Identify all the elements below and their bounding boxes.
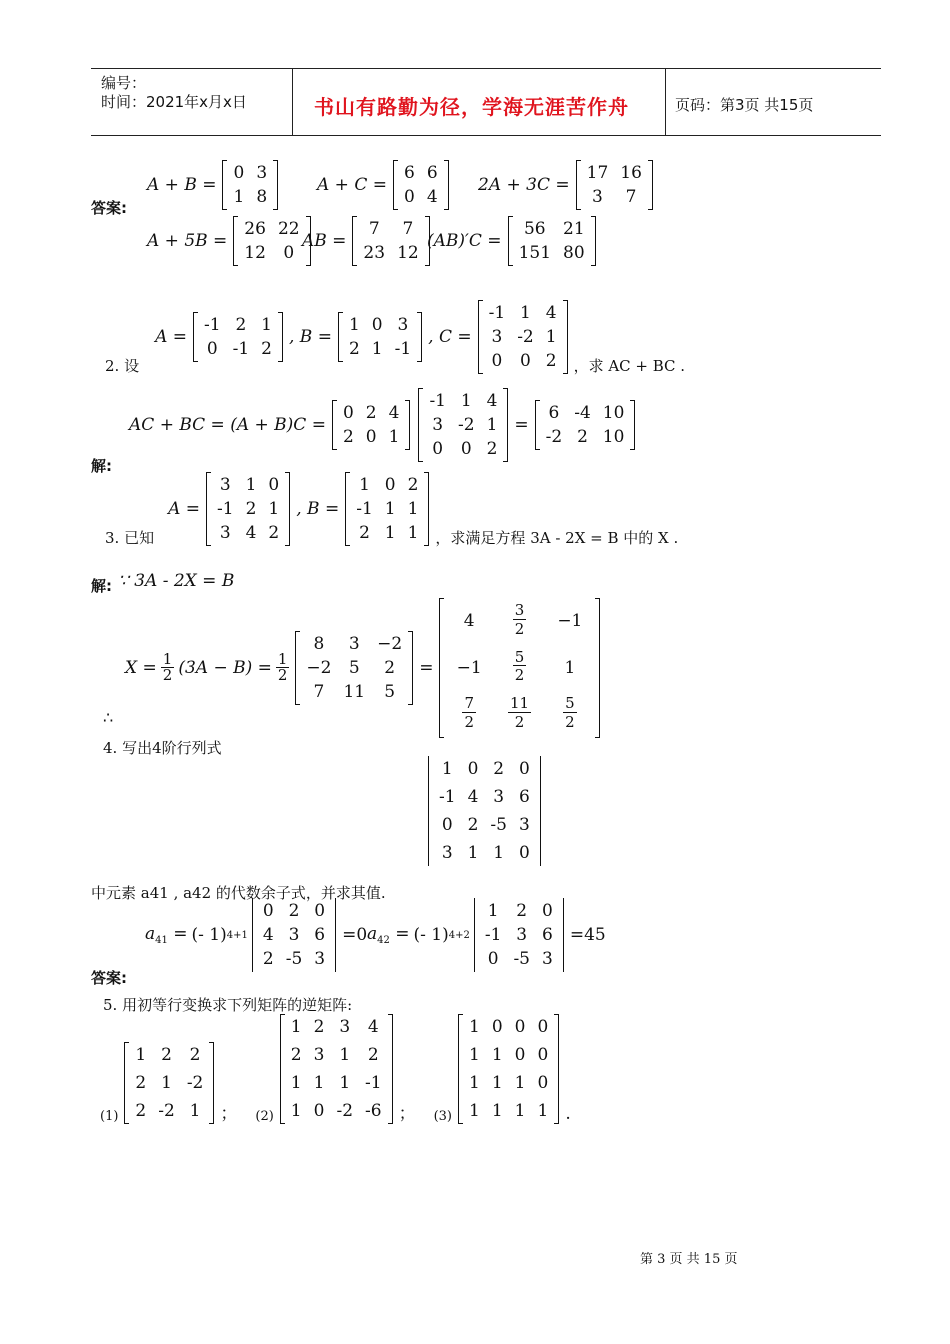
- q2-solution-lhs: AC + BC = (A + B)C =: [129, 415, 326, 435]
- matrix-cell: 3: [348, 633, 360, 654]
- q1-eq6-matrix: [508, 216, 596, 266]
- q3-prefix: 3. 已知: [105, 529, 155, 547]
- matrix-cell: $\frac{3}{2}$: [514, 601, 525, 638]
- matrix-cell: -1: [439, 787, 456, 807]
- matrix-cell: 0: [537, 1017, 549, 1037]
- matrix-cell: 10: [602, 403, 625, 423]
- q3-because: ∵ 3A - 2X = B: [118, 571, 235, 591]
- matrix-cell: 1: [161, 1073, 172, 1093]
- matrix-cell: -1: [232, 339, 250, 359]
- q3-b-lhs: , B =: [296, 499, 340, 519]
- matrix-cell: 1: [469, 1073, 480, 1093]
- matrix-cell: 4: [463, 611, 475, 632]
- q4-title: 4. 写出4阶行列式: [103, 739, 222, 757]
- matrix-cell: 5: [348, 657, 360, 678]
- matrix-cell: 0: [542, 901, 553, 921]
- matrix-cell: 2: [342, 427, 354, 447]
- q1-eq5-matrix: [352, 216, 429, 266]
- matrix-cell: 5: [384, 681, 396, 702]
- matrix-cell: 10: [602, 427, 625, 447]
- matrix-cell: 1: [545, 327, 557, 347]
- q2-prefix: 2. 设: [105, 357, 140, 375]
- q5-label-1: (1): [100, 1109, 119, 1124]
- q4-determinant: [424, 756, 545, 866]
- matrix-cell: 2: [135, 1073, 147, 1093]
- q2-solution-matrix-1: [332, 400, 410, 450]
- q5-end: .: [565, 1104, 571, 1124]
- q5-sep-1: ；: [220, 1104, 238, 1124]
- matrix-cell: 1: [384, 523, 396, 543]
- matrix-cell: 7: [368, 219, 380, 239]
- header-top-rule: [91, 68, 881, 69]
- matrix-cell: 6: [542, 925, 553, 945]
- q3-x-mid: (3A − B) =: [178, 657, 272, 678]
- matrix-cell: 1: [189, 1101, 201, 1121]
- q3-matrix-a: [206, 472, 290, 546]
- matrix-cell: 6: [548, 403, 560, 423]
- matrix-cell: 1: [469, 1101, 480, 1121]
- matrix-cell: $\frac{11}{2}$: [509, 694, 530, 731]
- matrix-cell: 2: [261, 339, 272, 359]
- matrix-cell: $\frac{5}{2}$: [514, 647, 525, 685]
- matrix-cell: 4: [426, 187, 438, 207]
- matrix-cell: 2: [268, 523, 280, 543]
- matrix-cell: 3: [313, 1045, 325, 1065]
- matrix-cell: 6: [314, 925, 326, 945]
- q4-a41-value: =0: [342, 925, 368, 945]
- matrix-cell: -1: [429, 391, 446, 411]
- matrix-cell: 1: [233, 187, 245, 207]
- matrix-cell: 2: [516, 901, 528, 921]
- matrix-cell: 3: [518, 815, 530, 835]
- header-divider-1: [292, 68, 293, 136]
- matrix-cell: 0: [467, 759, 479, 779]
- matrix-cell: 3: [542, 949, 553, 969]
- page-footer: 第 3 页 共 15 页: [640, 1252, 738, 1267]
- matrix-cell: 56: [523, 219, 546, 239]
- matrix-cell: 4: [367, 1017, 379, 1037]
- matrix-cell: 1: [491, 1101, 503, 1121]
- q4-a42-exp: 4+2: [448, 929, 470, 941]
- header-page-label: 页码：第3页 共15页: [675, 96, 814, 114]
- matrix-cell: 1: [290, 1073, 302, 1093]
- q4-answer-label: 答案:: [91, 969, 127, 987]
- matrix-cell: -1: [484, 925, 502, 945]
- matrix-cell: 1: [469, 1045, 480, 1065]
- matrix-cell: 3: [592, 187, 603, 207]
- matrix-cell: 1: [469, 1017, 480, 1037]
- matrix-cell: 1: [290, 1017, 302, 1037]
- matrix-cell: 8: [313, 633, 325, 654]
- matrix-cell: 0: [491, 351, 503, 371]
- matrix-cell: 2: [245, 499, 257, 519]
- matrix-cell: -1: [394, 339, 412, 359]
- q2-c-lhs: , C =: [428, 327, 472, 347]
- matrix-cell: 0: [233, 163, 245, 183]
- matrix-cell: 0: [460, 439, 472, 459]
- q3-half-num-2: 1: [277, 649, 288, 668]
- matrix-cell: 0: [514, 1045, 526, 1065]
- matrix-cell: 2: [407, 475, 419, 495]
- q4-a42-sign: (- 1): [413, 925, 449, 945]
- matrix-cell: 2: [359, 523, 370, 543]
- q2-solution: [127, 388, 639, 462]
- matrix-cell: 80: [563, 243, 585, 263]
- matrix-cell: 1: [514, 1073, 526, 1093]
- matrix-cell: 1: [514, 1101, 526, 1121]
- q2-statement: [103, 300, 687, 378]
- matrix-cell: 21: [563, 219, 585, 239]
- q1-eq2: [315, 160, 453, 210]
- matrix-cell: 3: [256, 163, 268, 183]
- q5-matrix-2: [280, 1014, 393, 1124]
- matrix-cell: 26: [244, 219, 266, 239]
- q4-a42-value: =45: [569, 925, 606, 945]
- matrix-cell: 23: [363, 243, 386, 263]
- matrix-cell: −1: [557, 611, 583, 632]
- q4-a41-det: [252, 898, 336, 972]
- header-motto: 书山有路勤为径，学海无涯苦作舟: [314, 95, 629, 119]
- header-time-label: 时间：2021年x月x日: [101, 93, 247, 111]
- matrix-cell: 0: [491, 1017, 503, 1037]
- matrix-cell: 0: [518, 843, 530, 863]
- q5-matrix-1: [124, 1042, 214, 1124]
- q3-half-den: 2: [162, 666, 173, 685]
- matrix-cell: 1: [487, 901, 499, 921]
- matrix-cell: 2: [493, 759, 505, 779]
- q1-answer-label: 答案:: [91, 199, 127, 217]
- q3-half-fraction-2: [276, 649, 290, 685]
- matrix-cell: 0: [206, 339, 218, 359]
- q1-eq3-lhs: 2A + 3C =: [478, 175, 570, 195]
- matrix-cell: 3: [516, 925, 528, 945]
- matrix-cell: 0: [518, 759, 530, 779]
- matrix-cell: 1: [290, 1101, 302, 1121]
- matrix-cell: 12: [397, 243, 419, 263]
- matrix-cell: 2: [135, 1101, 147, 1121]
- matrix-cell: 2: [545, 351, 557, 371]
- matrix-cell: 3: [219, 475, 231, 495]
- matrix-cell: -2: [458, 415, 475, 435]
- matrix-cell: -1: [488, 303, 506, 323]
- header-bottom-rule: [91, 135, 881, 136]
- matrix-cell: 1: [261, 315, 272, 335]
- header-divider-2: [665, 68, 666, 136]
- matrix-cell: 2: [365, 403, 377, 423]
- matrix-cell: 1: [486, 415, 498, 435]
- matrix-cell: -4: [574, 403, 591, 423]
- q2-solution-equals: =: [514, 415, 529, 435]
- matrix-cell: 1: [493, 843, 505, 863]
- matrix-cell: -2: [158, 1101, 175, 1121]
- matrix-cell: -5: [513, 949, 530, 969]
- matrix-cell: -1: [204, 315, 221, 335]
- q4-a41-cofactor: $a_{41}$ = (- 1) 4+1 0 2 0 4 3 6 2 -5 3 =0: [143, 898, 369, 972]
- q5-matrix-3: [458, 1014, 559, 1124]
- matrix-cell: 3: [493, 787, 505, 807]
- matrix-cell: 1: [407, 523, 419, 543]
- q3-matrix-3a-minus-b: [295, 631, 413, 705]
- q2-matrix-a: [193, 312, 283, 362]
- q1-eq3: [476, 160, 657, 210]
- matrix-cell: 17: [586, 163, 609, 183]
- matrix-cell: 3: [314, 949, 326, 969]
- matrix-cell: 7: [402, 219, 414, 239]
- matrix-cell: 2: [486, 439, 498, 459]
- matrix-cell: -2: [336, 1101, 354, 1121]
- matrix-cell: 0: [314, 901, 326, 921]
- q4-det-matrix: [428, 756, 541, 866]
- matrix-cell: 6: [426, 163, 438, 183]
- matrix-cell: 8: [256, 187, 268, 207]
- q3-half-num: 1: [162, 649, 173, 668]
- q2-a-lhs: A =: [155, 327, 188, 347]
- matrix-cell: 3: [491, 327, 503, 347]
- q2-solution-matrix-2: [418, 388, 508, 462]
- matrix-cell: 2: [189, 1045, 201, 1065]
- matrix-cell: −2: [306, 657, 332, 678]
- q3-a-lhs: A =: [168, 499, 201, 519]
- matrix-cell: 6: [518, 787, 530, 807]
- q1-eq2-matrix: [393, 160, 449, 210]
- matrix-cell: 3: [397, 315, 409, 335]
- matrix-cell: 0: [313, 1101, 325, 1121]
- matrix-cell: 1: [564, 657, 576, 678]
- matrix-cell: 3: [432, 415, 444, 435]
- matrix-cell: 1: [339, 1073, 351, 1093]
- matrix-cell: 2: [577, 427, 588, 447]
- q1-eq4: [145, 216, 315, 266]
- matrix-cell: −1: [456, 657, 482, 678]
- q1-eq6-lhs: (AB)′C =: [427, 231, 502, 251]
- matrix-cell: 2: [467, 815, 479, 835]
- matrix-cell: -5: [285, 949, 303, 969]
- matrix-cell: 4: [486, 391, 498, 411]
- matrix-cell: −2: [377, 633, 403, 654]
- q1-eq1-matrix: [222, 160, 278, 210]
- matrix-cell: 0: [365, 427, 377, 447]
- q4-a41-sign: (- 1): [191, 925, 227, 945]
- header-id-label: 编号：: [101, 74, 147, 92]
- matrix-cell: 2: [235, 315, 247, 335]
- matrix-cell: 0: [432, 439, 444, 459]
- matrix-cell: 2: [290, 1045, 302, 1065]
- q4-a42-det: [474, 898, 564, 972]
- matrix-cell: 1: [388, 427, 400, 447]
- matrix-cell: 0: [268, 475, 280, 495]
- q2-solution-matrix-3: [535, 400, 636, 450]
- matrix-cell: 3: [441, 843, 453, 863]
- matrix-cell: 0: [487, 949, 499, 969]
- matrix-cell: 4: [467, 787, 479, 807]
- q2-solution-label: 解:: [91, 457, 112, 475]
- matrix-cell: -2: [517, 327, 534, 347]
- q3-half-fraction: [161, 649, 175, 685]
- matrix-cell: -2: [545, 427, 563, 447]
- q1-eq3-matrix: [576, 160, 653, 210]
- q3-solution-label: 解:: [91, 577, 112, 595]
- matrix-cell: 1: [348, 315, 360, 335]
- q4-line: 中元素 a41 , a42 的代数余子式，并求其值.: [91, 884, 386, 902]
- matrix-cell: 2: [288, 901, 300, 921]
- q3-matrix-b: [345, 472, 429, 546]
- matrix-cell: 2: [348, 339, 360, 359]
- q1-eq4-matrix: [233, 216, 310, 266]
- q1-eq5-lhs: AB =: [302, 231, 347, 251]
- matrix-cell: 1: [339, 1045, 351, 1065]
- matrix-cell: 6: [403, 163, 415, 183]
- matrix-cell: 7: [625, 187, 637, 207]
- q4-a42-cofactor: $a_{42}$ = (- 1) 4+2 1 2 0 -1 3 6 0 -5 3 =45: [365, 898, 608, 972]
- q2-ask: ，求 AC + BC .: [573, 357, 686, 375]
- q3-half-den-2: 2: [277, 666, 288, 685]
- q5-matrices: [98, 1014, 573, 1124]
- matrix-cell: 1: [441, 759, 453, 779]
- matrix-cell: 2: [384, 657, 396, 678]
- q3-therefore: ∴: [103, 708, 114, 727]
- matrix-cell: 2: [262, 949, 274, 969]
- q1-eq4-lhs: A + 5B =: [147, 231, 228, 251]
- matrix-cell: 2: [313, 1017, 325, 1037]
- q3-ask: ，求满足方程 3A - 2X = B 中的 X .: [435, 529, 679, 547]
- matrix-cell: -2: [186, 1073, 204, 1093]
- matrix-cell: 0: [514, 1017, 526, 1037]
- q3-x-solution: X = $\frac{1}{2}$ (3A − B) = $\frac{1}{2}$ 8 3 −2 −2 5 2 7 11 5 = 4 $\frac{3}{2}$ −1 −1 $\frac{5}{2}$ 1 $\frac{7}{2}$ $\frac{11}{2}$ $\frac{5}{2}$: [123, 598, 604, 738]
- matrix-cell: 0: [384, 475, 396, 495]
- matrix-cell: $\frac{5}{2}$: [565, 694, 575, 731]
- matrix-cell: 4: [388, 403, 400, 423]
- matrix-cell: 0: [441, 815, 453, 835]
- matrix-cell: 1: [313, 1073, 325, 1093]
- matrix-cell: 2: [367, 1045, 379, 1065]
- matrix-cell: -1: [356, 499, 373, 519]
- matrix-cell: 3: [339, 1017, 351, 1037]
- matrix-cell: -5: [490, 815, 507, 835]
- q2-matrix-b: [338, 312, 422, 362]
- matrix-cell: 1: [245, 475, 257, 495]
- matrix-cell: 1: [537, 1101, 549, 1121]
- matrix-cell: 1: [135, 1045, 147, 1065]
- matrix-cell: 3: [288, 925, 300, 945]
- q5-sep-2: ；: [398, 1104, 416, 1124]
- matrix-cell: 1: [460, 391, 472, 411]
- matrix-cell: 11: [343, 681, 366, 702]
- matrix-cell: 0: [371, 315, 383, 335]
- matrix-cell: 0: [262, 901, 274, 921]
- q1-eq6: [425, 216, 600, 266]
- q5-label-2: (2): [255, 1109, 274, 1124]
- matrix-cell: 1: [384, 499, 396, 519]
- matrix-cell: 1: [371, 339, 383, 359]
- q1-eq1-lhs: A + B =: [147, 175, 217, 195]
- q1-eq2-lhs: A + C =: [317, 175, 387, 195]
- matrix-cell: 22: [277, 219, 300, 239]
- matrix-cell: 4: [245, 523, 257, 543]
- matrix-cell: 1: [491, 1073, 503, 1093]
- matrix-cell: 4: [545, 303, 557, 323]
- matrix-cell: 4: [262, 925, 274, 945]
- q3-result-matrix: [439, 598, 599, 738]
- matrix-cell: 1: [491, 1045, 503, 1065]
- matrix-cell: -6: [365, 1101, 382, 1121]
- matrix-cell: $\frac{7}{2}$: [464, 694, 474, 731]
- q5-label-3: (3): [433, 1109, 452, 1124]
- q1-eq1: [145, 160, 282, 210]
- matrix-cell: 1: [268, 499, 280, 519]
- matrix-cell: 1: [467, 843, 479, 863]
- matrix-cell: 12: [244, 243, 266, 263]
- matrix-cell: 16: [620, 163, 642, 183]
- matrix-cell: 0: [403, 187, 415, 207]
- q3-statement: [103, 472, 680, 550]
- q4-a41-exp: 4+1: [226, 929, 248, 941]
- matrix-cell: 1: [407, 499, 419, 519]
- matrix-cell: 2: [161, 1045, 172, 1065]
- matrix-cell: 1: [359, 475, 370, 495]
- q1-eq5: [300, 216, 434, 266]
- q2-b-lhs: , B =: [288, 327, 332, 347]
- matrix-cell: 0: [537, 1073, 549, 1093]
- matrix-cell: 0: [342, 403, 354, 423]
- matrix-cell: 0: [537, 1045, 549, 1065]
- matrix-cell: 0: [283, 243, 295, 263]
- q3-x-lhs: X =: [125, 657, 157, 678]
- matrix-cell: 1: [520, 303, 531, 323]
- matrix-cell: 0: [520, 351, 531, 371]
- matrix-cell: 3: [219, 523, 231, 543]
- matrix-cell: 7: [313, 681, 325, 702]
- matrix-cell: 151: [518, 243, 552, 263]
- q5-title: 5. 用初等行变换求下列矩阵的逆矩阵:: [103, 996, 353, 1014]
- matrix-cell: -1: [217, 499, 234, 519]
- matrix-cell: -1: [365, 1073, 382, 1093]
- q2-matrix-c: [478, 300, 568, 374]
